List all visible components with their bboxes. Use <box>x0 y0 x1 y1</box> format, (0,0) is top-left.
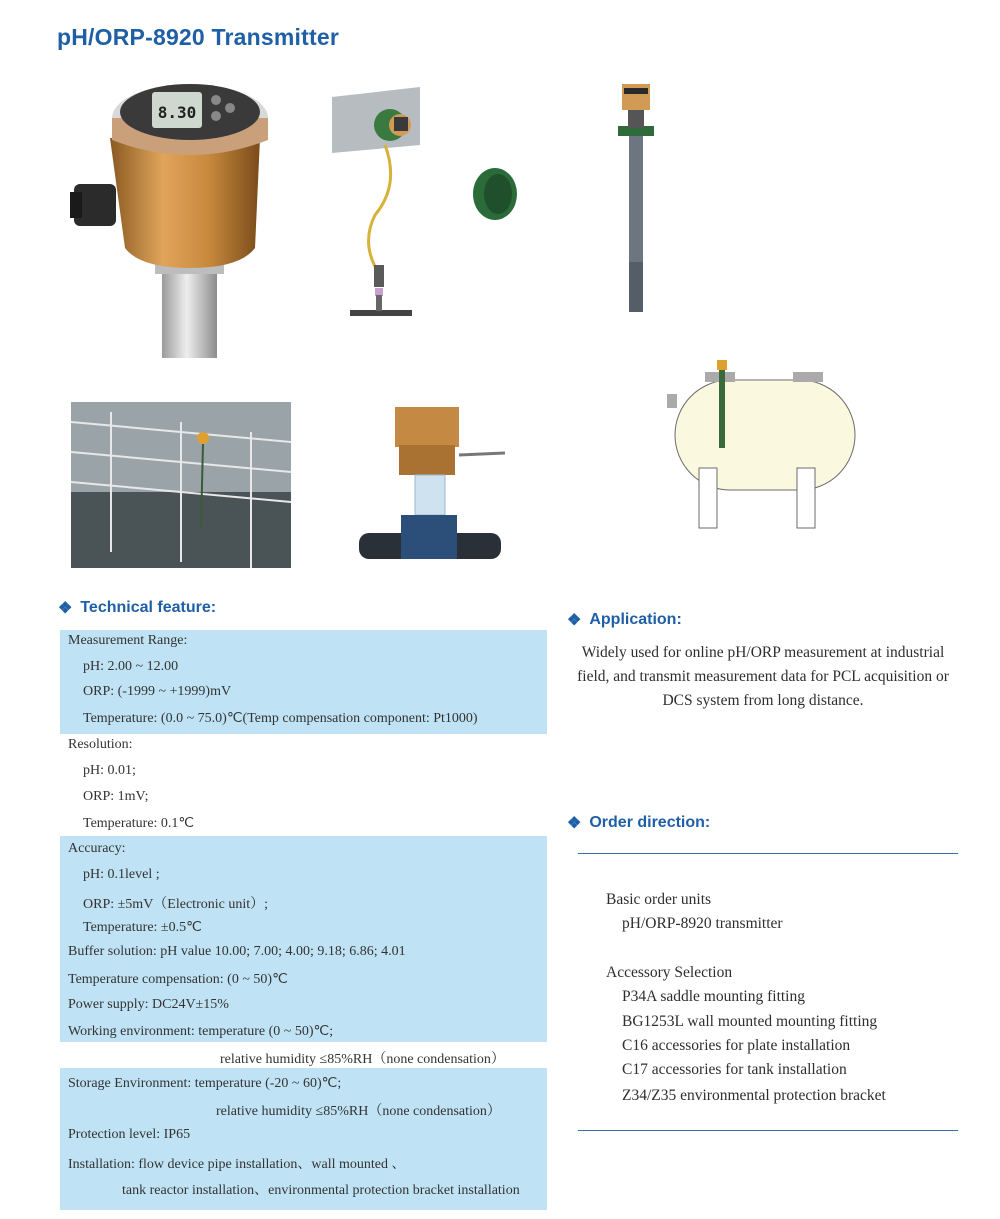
spec-line: Temperature: ±0.5℃ <box>83 920 202 935</box>
spec-line: pH: 0.1level ; <box>83 867 160 882</box>
wall-mount-photo <box>330 85 440 325</box>
spec-line: Working environment: temperature (0 ~ 50)℃; <box>68 1024 334 1039</box>
order-line: BG1253L wall mounted mounting fitting <box>622 1013 878 1030</box>
spec-line: relative humidity ≤85%RH（none condensation） <box>220 1052 505 1067</box>
order-line: P34A saddle mounting fitting <box>622 988 805 1005</box>
spec-line: Installation: flow device pipe installation、wall mounted 、 <box>68 1157 406 1172</box>
page-title: pH/ORP-8920 Transmitter <box>57 24 339 50</box>
spec-line: ORP: 1mV; <box>83 789 149 804</box>
spec-line: Protection level: IP65 <box>68 1127 191 1142</box>
order-direction-title: Order direction: <box>589 814 711 831</box>
order-line: Z34/Z35 environmental protection bracket <box>622 1087 886 1104</box>
application-description: Widely used for online pH/ORP measurement at industrial field, and transmit measurement data for PCL acquisition or DCS system from long distance. <box>577 644 949 709</box>
order-top-divider <box>578 853 958 854</box>
diamond-bullet-icon: ❖ <box>567 612 582 629</box>
technical-feature-title: Technical feature: <box>80 599 217 616</box>
application-heading <box>567 610 682 630</box>
spec-line: tank reactor installation、environmental protection bracket installation <box>122 1183 520 1198</box>
spec-line: Power supply: DC24V±15% <box>68 997 229 1012</box>
order-line: C17 accessories for tank installation <box>622 1061 847 1078</box>
order-line: Basic order units <box>606 891 712 908</box>
diamond-bullet-icon: ❖ <box>58 600 73 617</box>
application-title: Application: <box>589 611 682 628</box>
diamond-bullet-icon: ❖ <box>567 815 582 832</box>
order-direction-heading <box>567 813 710 833</box>
spec-line: Temperature compensation: (0 ~ 50)℃ <box>68 972 288 987</box>
order-line: C16 accessories for plate installation <box>622 1037 851 1054</box>
spec-line: ORP: (-1999 ~ +1999)mV <box>83 684 232 699</box>
order-bottom-divider <box>578 1130 958 1131</box>
flow-pipe-installation-photo <box>355 405 510 565</box>
device-display-value: 8.30 <box>157 103 197 122</box>
order-line: pH/ORP-8920 transmitter <box>622 915 783 932</box>
transmitter-photo <box>70 78 275 360</box>
tank-installation-photo <box>655 358 865 533</box>
spec-line: Storage Environment: temperature (-20 ~ 60)℃; <box>68 1076 342 1091</box>
spec-line: pH: 2.00 ~ 12.00 <box>83 659 179 674</box>
spec-line: relative humidity ≤85%RH（none condensation） <box>216 1104 501 1119</box>
immersion-probe-photo <box>614 82 659 314</box>
spec-line: Buffer solution: pH value 10.00; 7.00; 4.00; 9.18; 6.86; 4.01 <box>68 944 406 959</box>
technical-feature-heading <box>58 598 216 618</box>
order-line: Accessory Selection <box>606 964 733 981</box>
spec-line: Accuracy: <box>68 841 126 856</box>
spec-line: ORP: ±5mV（Electronic unit）; <box>83 897 269 912</box>
spec-line: pH: 0.01; <box>83 763 136 778</box>
spec-line: Temperature: (0.0 ~ 75.0)℃(Temp compensation component: Pt1000) <box>83 711 478 726</box>
railing-installation-photo <box>71 402 291 568</box>
spec-line: Resolution: <box>68 737 133 752</box>
spec-line: Temperature: 0.1℃ <box>83 816 195 831</box>
green-accessory-photo <box>470 165 520 223</box>
technical-spec-list <box>60 630 547 1210</box>
spec-line: Measurement Range: <box>68 633 188 648</box>
